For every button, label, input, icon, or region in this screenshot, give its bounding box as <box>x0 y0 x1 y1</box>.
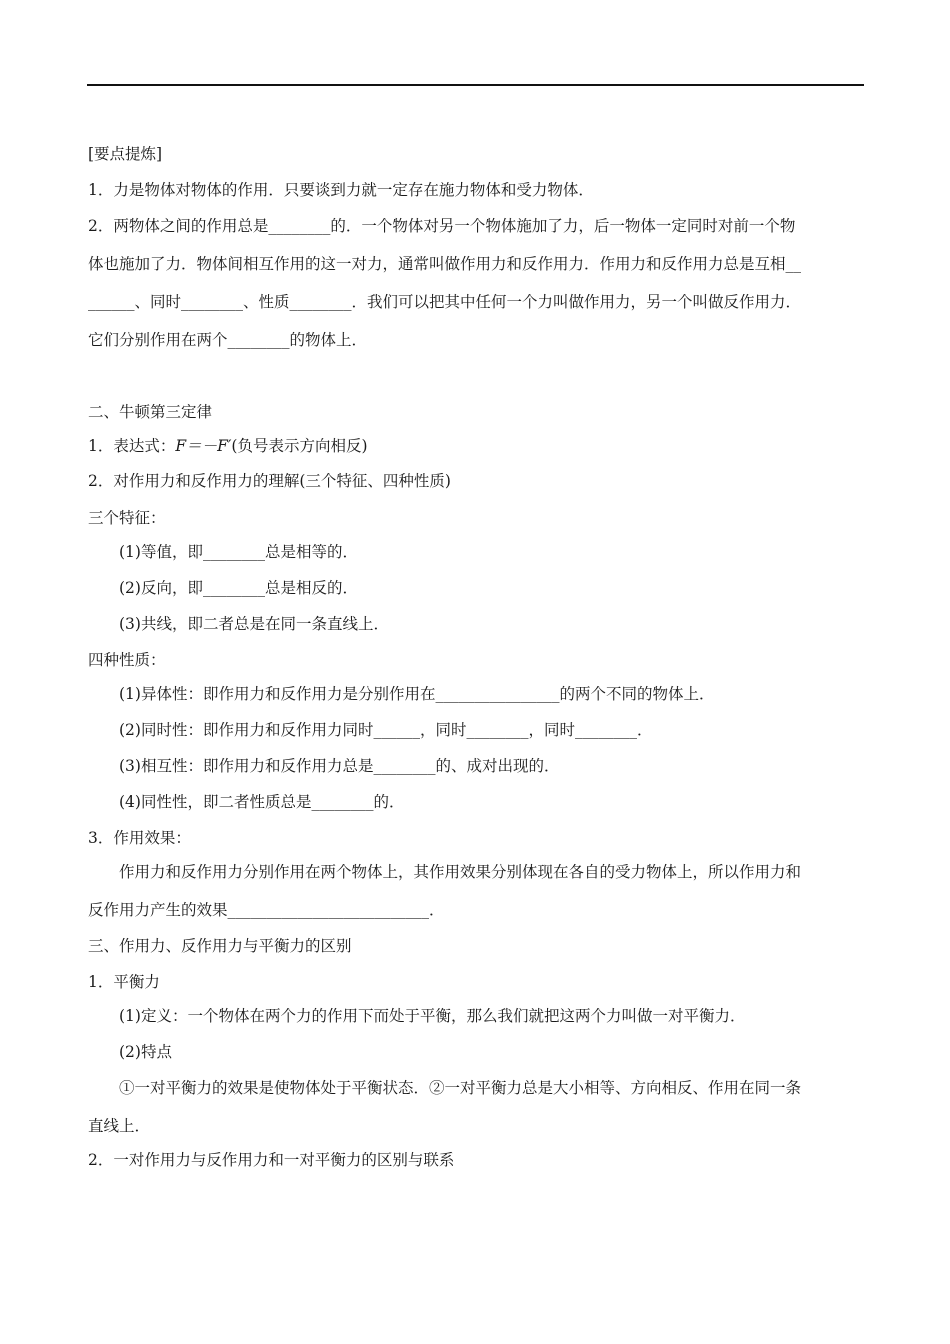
property-2: (2)同时性：即作用力和反作用力同时______，同时________，同时________． <box>119 721 653 739</box>
feature-3: (3)共线，即二者总是在同一条直线上． <box>119 615 389 633</box>
item-1-suffix: (负号表示方向相反) <box>231 437 368 455</box>
section-3-item-2: 2．一对作用力与反作用力和一对平衡力的区别与联系 <box>88 1151 455 1169</box>
header-rule <box>87 84 864 86</box>
balance-force-traits-line-2: 直线上． <box>88 1117 151 1135</box>
property-1: (1)异体性：即作用力和反作用力是分别作用在________________的两个不同的物体上． <box>119 685 715 703</box>
four-properties-label: 四种性质： <box>88 651 166 669</box>
balance-force-definition: (1)定义：一个物体在两个力的作用下而处于平衡，那么我们就把这两个力叫做一对平衡力． <box>119 1007 746 1025</box>
newton-third-law-formula: F＝－F′ <box>175 437 232 455</box>
effect-line-1: 作用力和反作用力分别作用在两个物体上，其作用效果分别体现在各自的受力物体上，所以作用力和 <box>119 863 802 881</box>
feature-1: (1)等值，即________总是相等的． <box>119 543 358 561</box>
effect-line-2: 反作用力产生的效果__________________________． <box>88 901 445 919</box>
section-3-item-1: 1．平衡力 <box>88 973 160 991</box>
item-1-prefix: 1．表达式： <box>88 437 176 455</box>
section-2-title: 二、牛顿第三定律 <box>88 403 213 421</box>
key-point-1: 1．力是物体对物体的作用．只要谈到力就一定存在施力物体和受力物体． <box>88 181 594 199</box>
section-2-item-1 <box>88 436 368 456</box>
section-3-title: 三、作用力、反作用力与平衡力的区别 <box>88 937 352 955</box>
section-2-item-2: 2．对作用力和反作用力的理解(三个特征、四种性质) <box>88 472 451 490</box>
property-4: (4)同性性，即二者性质总是________的． <box>119 793 405 811</box>
three-features-label: 三个特征： <box>88 509 166 527</box>
key-point-2-line-1: 2．两物体之间的作用总是________的．一个物体对另一个物体施加了力，后一物体一定同时对前一个物 <box>88 217 796 235</box>
key-point-2-line-4: 它们分别作用在两个________的物体上． <box>88 331 368 349</box>
feature-2: (2)反向，即________总是相反的． <box>119 579 358 597</box>
key-point-2-line-3: ______、同时________、性质________．我们可以把其中任何一个力叫做作用力，另一个叫做反作用力． <box>88 293 802 311</box>
key-point-2-line-2: 体也施加了力．物体间相互作用的这一对力，通常叫做作用力和反作用力．作用力和反作用力总是互相__ <box>88 255 802 273</box>
balance-force-traits-label: (2)特点 <box>119 1043 172 1061</box>
section-2-item-3: 3．作用效果： <box>88 829 191 847</box>
key-points-heading: [要点提炼] <box>88 145 163 163</box>
balance-force-traits-line-1: ①一对平衡力的效果是使物体处于平衡状态．②一对平衡力总是大小相等、方向相反、作用在同一条 <box>119 1079 802 1097</box>
property-3: (3)相互性：即作用力和反作用力总是________的、成对出现的． <box>119 757 560 775</box>
